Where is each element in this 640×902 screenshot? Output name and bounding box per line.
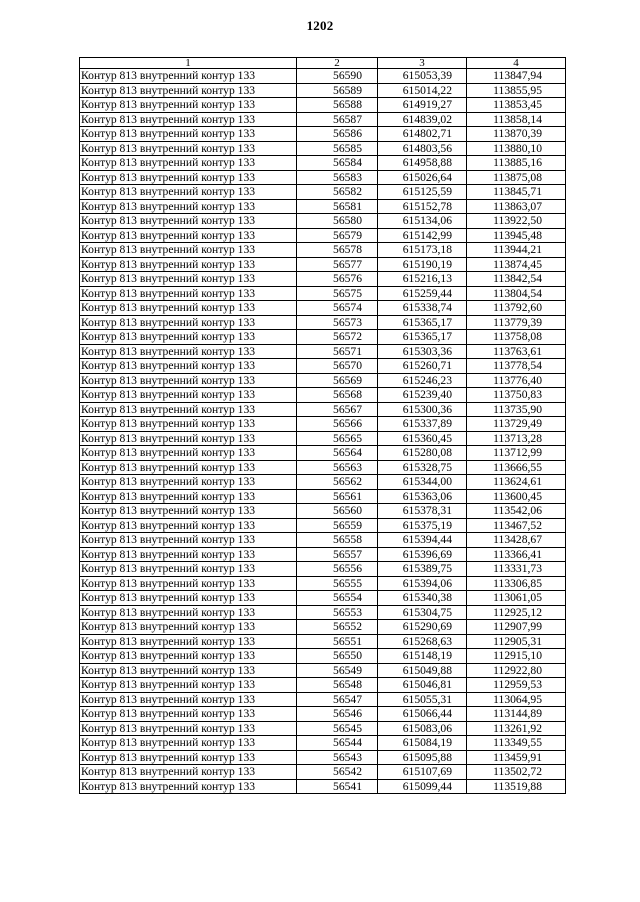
contour-label-cell: Контур 813 внутренний контур 133	[80, 649, 297, 664]
table-row	[80, 562, 566, 577]
table-row	[80, 402, 566, 417]
contour-label-cell: Контур 813 внутренний контур 133	[80, 591, 297, 606]
y-coordinate-cell: 113144,89	[467, 707, 566, 722]
x-coordinate-cell: 615083,06	[378, 721, 467, 736]
point-number-cell: 56566	[297, 417, 378, 432]
table-row	[80, 141, 566, 156]
x-coordinate-cell: 615026,64	[378, 170, 467, 185]
y-coordinate-cell: 113428,67	[467, 533, 566, 548]
column-header-3: 3	[378, 58, 467, 69]
contour-label-cell: Контур 813 внутренний контур 133	[80, 69, 297, 84]
point-number-cell: 56570	[297, 359, 378, 374]
y-coordinate-cell: 113735,90	[467, 402, 566, 417]
table-row	[80, 489, 566, 504]
x-coordinate-cell: 615066,44	[378, 707, 467, 722]
x-coordinate-cell: 615084,19	[378, 736, 467, 751]
table-row	[80, 69, 566, 84]
x-coordinate-cell: 615365,17	[378, 330, 467, 345]
contour-label-cell: Контур 813 внутренний контур 133	[80, 431, 297, 446]
contour-label-cell: Контур 813 внутренний контур 133	[80, 330, 297, 345]
contour-label-cell: Контур 813 внутренний контур 133	[80, 721, 297, 736]
y-coordinate-cell: 112922,80	[467, 663, 566, 678]
table-header	[80, 58, 566, 69]
point-number-cell: 56585	[297, 141, 378, 156]
point-number-cell: 56575	[297, 286, 378, 301]
x-coordinate-cell: 615396,69	[378, 547, 467, 562]
y-coordinate-cell: 113880,10	[467, 141, 566, 156]
x-coordinate-cell: 615125,59	[378, 185, 467, 200]
x-coordinate-cell: 615363,06	[378, 489, 467, 504]
table-row	[80, 518, 566, 533]
x-coordinate-cell: 615049,88	[378, 663, 467, 678]
y-coordinate-cell: 113922,50	[467, 214, 566, 229]
point-number-cell: 56552	[297, 620, 378, 635]
table-row	[80, 243, 566, 258]
point-number-cell: 56555	[297, 576, 378, 591]
y-coordinate-cell: 113061,05	[467, 591, 566, 606]
y-coordinate-cell: 113874,45	[467, 257, 566, 272]
table-row	[80, 475, 566, 490]
contour-label-cell: Контур 813 внутренний контур 133	[80, 199, 297, 214]
contour-label-cell: Контур 813 внутренний контур 133	[80, 185, 297, 200]
point-number-cell: 56541	[297, 779, 378, 794]
table-row	[80, 388, 566, 403]
point-number-cell: 56553	[297, 605, 378, 620]
table-row	[80, 721, 566, 736]
point-number-cell: 56548	[297, 678, 378, 693]
contour-label-cell: Контур 813 внутренний контур 133	[80, 243, 297, 258]
x-coordinate-cell: 615095,88	[378, 750, 467, 765]
table-row	[80, 692, 566, 707]
table-row	[80, 199, 566, 214]
contour-label-cell: Контур 813 внутренний контур 133	[80, 692, 297, 707]
point-number-cell: 56577	[297, 257, 378, 272]
contour-label-cell: Контур 813 внутренний контур 133	[80, 504, 297, 519]
point-number-cell: 56549	[297, 663, 378, 678]
table-row	[80, 417, 566, 432]
table-row	[80, 330, 566, 345]
contour-label-cell: Контур 813 внутренний контур 133	[80, 98, 297, 113]
y-coordinate-cell: 113945,48	[467, 228, 566, 243]
x-coordinate-cell: 614839,02	[378, 112, 467, 127]
point-number-cell: 56573	[297, 315, 378, 330]
point-number-cell: 56590	[297, 69, 378, 84]
contour-label-cell: Контур 813 внутренний контур 133	[80, 736, 297, 751]
y-coordinate-cell: 113467,52	[467, 518, 566, 533]
contour-label-cell: Контур 813 внутренний контур 133	[80, 228, 297, 243]
page-number: 1202	[306, 18, 334, 33]
contour-label-cell: Контур 813 внутренний контур 133	[80, 663, 297, 678]
contour-label-cell: Контур 813 внутренний контур 133	[80, 272, 297, 287]
y-coordinate-cell: 113064,95	[467, 692, 566, 707]
point-number-cell: 56582	[297, 185, 378, 200]
x-coordinate-cell: 615134,06	[378, 214, 467, 229]
x-coordinate-cell: 615340,38	[378, 591, 467, 606]
y-coordinate-cell: 113792,60	[467, 301, 566, 316]
x-coordinate-cell: 615337,89	[378, 417, 467, 432]
contour-label-cell: Контур 813 внутренний контур 133	[80, 634, 297, 649]
table-row	[80, 156, 566, 171]
point-number-cell: 56568	[297, 388, 378, 403]
x-coordinate-cell: 615365,17	[378, 315, 467, 330]
y-coordinate-cell: 113750,83	[467, 388, 566, 403]
point-number-cell: 56563	[297, 460, 378, 475]
x-coordinate-cell: 615246,23	[378, 373, 467, 388]
point-number-cell: 56551	[297, 634, 378, 649]
y-coordinate-cell: 113847,94	[467, 69, 566, 84]
x-coordinate-cell: 615055,31	[378, 692, 467, 707]
x-coordinate-cell: 615173,18	[378, 243, 467, 258]
table-row	[80, 620, 566, 635]
point-number-cell: 56580	[297, 214, 378, 229]
point-number-cell: 56554	[297, 591, 378, 606]
table-row	[80, 634, 566, 649]
table-row	[80, 98, 566, 113]
table-row	[80, 214, 566, 229]
point-number-cell: 56550	[297, 649, 378, 664]
table-row	[80, 707, 566, 722]
table-row	[80, 83, 566, 98]
contour-label-cell: Контур 813 внутренний контур 133	[80, 417, 297, 432]
contour-label-cell: Контур 813 внутренний контур 133	[80, 779, 297, 794]
contour-label-cell: Контур 813 внутренний контур 133	[80, 315, 297, 330]
y-coordinate-cell: 113758,08	[467, 330, 566, 345]
y-coordinate-cell: 113855,95	[467, 83, 566, 98]
contour-label-cell: Контур 813 внутренний контур 133	[80, 257, 297, 272]
coordinates-table	[79, 57, 566, 794]
table-row	[80, 779, 566, 794]
table-row	[80, 736, 566, 751]
table-row	[80, 272, 566, 287]
x-coordinate-cell: 615328,75	[378, 460, 467, 475]
x-coordinate-cell: 615142,99	[378, 228, 467, 243]
header-row	[80, 58, 566, 69]
y-coordinate-cell: 113885,16	[467, 156, 566, 171]
table-row	[80, 228, 566, 243]
x-coordinate-cell: 615239,40	[378, 388, 467, 403]
contour-label-cell: Контур 813 внутренний контур 133	[80, 678, 297, 693]
x-coordinate-cell: 614958,88	[378, 156, 467, 171]
contour-label-cell: Контур 813 внутренний контур 133	[80, 112, 297, 127]
contour-label-cell: Контур 813 внутренний контур 133	[80, 127, 297, 142]
contour-label-cell: Контур 813 внутренний контур 133	[80, 562, 297, 577]
point-number-cell: 56583	[297, 170, 378, 185]
y-coordinate-cell: 112925,12	[467, 605, 566, 620]
y-coordinate-cell: 113845,71	[467, 185, 566, 200]
x-coordinate-cell: 615290,69	[378, 620, 467, 635]
contour-label-cell: Контур 813 внутренний контур 133	[80, 373, 297, 388]
y-coordinate-cell: 113778,54	[467, 359, 566, 374]
contour-label-cell: Контур 813 внутренний контур 133	[80, 765, 297, 780]
contour-label-cell: Контур 813 внутренний контур 133	[80, 446, 297, 461]
point-number-cell: 56557	[297, 547, 378, 562]
y-coordinate-cell: 113729,49	[467, 417, 566, 432]
y-coordinate-cell: 113366,41	[467, 547, 566, 562]
table-row	[80, 663, 566, 678]
x-coordinate-cell: 615375,19	[378, 518, 467, 533]
y-coordinate-cell: 113459,91	[467, 750, 566, 765]
table-row	[80, 112, 566, 127]
contour-label-cell: Контур 813 внутренний контур 133	[80, 707, 297, 722]
y-coordinate-cell: 113542,06	[467, 504, 566, 519]
y-coordinate-cell: 113853,45	[467, 98, 566, 113]
contour-label-cell: Контур 813 внутренний контур 133	[80, 460, 297, 475]
y-coordinate-cell: 113944,21	[467, 243, 566, 258]
y-coordinate-cell: 113713,28	[467, 431, 566, 446]
y-coordinate-cell: 113712,99	[467, 446, 566, 461]
y-coordinate-cell: 112905,31	[467, 634, 566, 649]
contour-label-cell: Контур 813 внутренний контур 133	[80, 518, 297, 533]
contour-label-cell: Контур 813 внутренний контур 133	[80, 475, 297, 490]
table-row	[80, 344, 566, 359]
point-number-cell: 56560	[297, 504, 378, 519]
point-number-cell: 56588	[297, 98, 378, 113]
x-coordinate-cell: 615303,36	[378, 344, 467, 359]
table-row	[80, 504, 566, 519]
x-coordinate-cell: 615360,45	[378, 431, 467, 446]
point-number-cell: 56559	[297, 518, 378, 533]
x-coordinate-cell: 615014,22	[378, 83, 467, 98]
y-coordinate-cell: 113870,39	[467, 127, 566, 142]
point-number-cell: 56581	[297, 199, 378, 214]
table-row	[80, 431, 566, 446]
x-coordinate-cell: 615046,81	[378, 678, 467, 693]
y-coordinate-cell: 113842,54	[467, 272, 566, 287]
x-coordinate-cell: 615099,44	[378, 779, 467, 794]
contour-label-cell: Контур 813 внутренний контур 133	[80, 547, 297, 562]
x-coordinate-cell: 614919,27	[378, 98, 467, 113]
table-row	[80, 446, 566, 461]
contour-label-cell: Контур 813 внутренний контур 133	[80, 156, 297, 171]
x-coordinate-cell: 615394,06	[378, 576, 467, 591]
table-body	[80, 69, 566, 794]
y-coordinate-cell: 113875,08	[467, 170, 566, 185]
y-coordinate-cell: 112907,99	[467, 620, 566, 635]
point-number-cell: 56589	[297, 83, 378, 98]
point-number-cell: 56586	[297, 127, 378, 142]
x-coordinate-cell: 615280,08	[378, 446, 467, 461]
y-coordinate-cell: 113804,54	[467, 286, 566, 301]
x-coordinate-cell: 614802,71	[378, 127, 467, 142]
point-number-cell: 56562	[297, 475, 378, 490]
contour-label-cell: Контур 813 внутренний контур 133	[80, 141, 297, 156]
contour-label-cell: Контур 813 внутренний контур 133	[80, 344, 297, 359]
table-row	[80, 533, 566, 548]
y-coordinate-cell: 112915,10	[467, 649, 566, 664]
y-coordinate-cell: 113261,92	[467, 721, 566, 736]
point-number-cell: 56579	[297, 228, 378, 243]
point-number-cell: 56544	[297, 736, 378, 751]
column-header-2: 2	[297, 58, 378, 69]
x-coordinate-cell: 615053,39	[378, 69, 467, 84]
contour-label-cell: Контур 813 внутренний контур 133	[80, 402, 297, 417]
x-coordinate-cell: 615338,74	[378, 301, 467, 316]
x-coordinate-cell: 614803,56	[378, 141, 467, 156]
column-header-1: 1	[80, 58, 297, 69]
point-number-cell: 56569	[297, 373, 378, 388]
table-row	[80, 547, 566, 562]
y-coordinate-cell: 113519,88	[467, 779, 566, 794]
y-coordinate-cell: 113502,72	[467, 765, 566, 780]
point-number-cell: 56576	[297, 272, 378, 287]
y-coordinate-cell: 113349,55	[467, 736, 566, 751]
y-coordinate-cell: 113600,45	[467, 489, 566, 504]
y-coordinate-cell: 113863,07	[467, 199, 566, 214]
x-coordinate-cell: 615378,31	[378, 504, 467, 519]
table-row	[80, 591, 566, 606]
point-number-cell: 56574	[297, 301, 378, 316]
table-row	[80, 359, 566, 374]
y-coordinate-cell: 112959,53	[467, 678, 566, 693]
point-number-cell: 56567	[297, 402, 378, 417]
table-row	[80, 170, 566, 185]
point-number-cell: 56547	[297, 692, 378, 707]
x-coordinate-cell: 615300,36	[378, 402, 467, 417]
contour-label-cell: Контур 813 внутренний контур 133	[80, 533, 297, 548]
x-coordinate-cell: 615107,69	[378, 765, 467, 780]
table-row	[80, 460, 566, 475]
x-coordinate-cell: 615394,44	[378, 533, 467, 548]
contour-label-cell: Контур 813 внутренний контур 133	[80, 83, 297, 98]
table-row	[80, 301, 566, 316]
x-coordinate-cell: 615260,71	[378, 359, 467, 374]
contour-label-cell: Контур 813 внутренний контур 133	[80, 576, 297, 591]
point-number-cell: 56571	[297, 344, 378, 359]
table-row	[80, 605, 566, 620]
table-row	[80, 257, 566, 272]
table-row	[80, 127, 566, 142]
contour-label-cell: Контур 813 внутренний контур 133	[80, 301, 297, 316]
contour-label-cell: Контур 813 внутренний контур 133	[80, 286, 297, 301]
y-coordinate-cell: 113776,40	[467, 373, 566, 388]
point-number-cell: 56587	[297, 112, 378, 127]
point-number-cell: 56564	[297, 446, 378, 461]
y-coordinate-cell: 113331,73	[467, 562, 566, 577]
x-coordinate-cell: 615190,19	[378, 257, 467, 272]
y-coordinate-cell: 113666,55	[467, 460, 566, 475]
point-number-cell: 56542	[297, 765, 378, 780]
x-coordinate-cell: 615152,78	[378, 199, 467, 214]
contour-label-cell: Контур 813 внутренний контур 133	[80, 489, 297, 504]
point-number-cell: 56565	[297, 431, 378, 446]
contour-label-cell: Контур 813 внутренний контур 133	[80, 359, 297, 374]
x-coordinate-cell: 615268,63	[378, 634, 467, 649]
table-row	[80, 678, 566, 693]
point-number-cell: 56545	[297, 721, 378, 736]
table-row	[80, 576, 566, 591]
point-number-cell: 56578	[297, 243, 378, 258]
point-number-cell: 56561	[297, 489, 378, 504]
contour-label-cell: Контур 813 внутренний контур 133	[80, 750, 297, 765]
point-number-cell: 56543	[297, 750, 378, 765]
x-coordinate-cell: 615304,75	[378, 605, 467, 620]
table-row	[80, 765, 566, 780]
table-row	[80, 315, 566, 330]
point-number-cell: 56584	[297, 156, 378, 171]
table-row	[80, 750, 566, 765]
table-row	[80, 185, 566, 200]
table-row	[80, 373, 566, 388]
y-coordinate-cell: 113858,14	[467, 112, 566, 127]
y-coordinate-cell: 113624,61	[467, 475, 566, 490]
point-number-cell: 56546	[297, 707, 378, 722]
x-coordinate-cell: 615216,13	[378, 272, 467, 287]
contour-label-cell: Контур 813 внутренний контур 133	[80, 214, 297, 229]
point-number-cell: 56556	[297, 562, 378, 577]
point-number-cell: 56558	[297, 533, 378, 548]
x-coordinate-cell: 615344,00	[378, 475, 467, 490]
contour-label-cell: Контур 813 внутренний контур 133	[80, 388, 297, 403]
table-row	[80, 286, 566, 301]
x-coordinate-cell: 615148,19	[378, 649, 467, 664]
point-number-cell: 56572	[297, 330, 378, 345]
contour-label-cell: Контур 813 внутренний контур 133	[80, 170, 297, 185]
column-header-4: 4	[467, 58, 566, 69]
y-coordinate-cell: 113306,85	[467, 576, 566, 591]
y-coordinate-cell: 113763,61	[467, 344, 566, 359]
contour-label-cell: Контур 813 внутренний контур 133	[80, 620, 297, 635]
x-coordinate-cell: 615259,44	[378, 286, 467, 301]
x-coordinate-cell: 615389,75	[378, 562, 467, 577]
y-coordinate-cell: 113779,39	[467, 315, 566, 330]
table-row	[80, 649, 566, 664]
contour-label-cell: Контур 813 внутренний контур 133	[80, 605, 297, 620]
